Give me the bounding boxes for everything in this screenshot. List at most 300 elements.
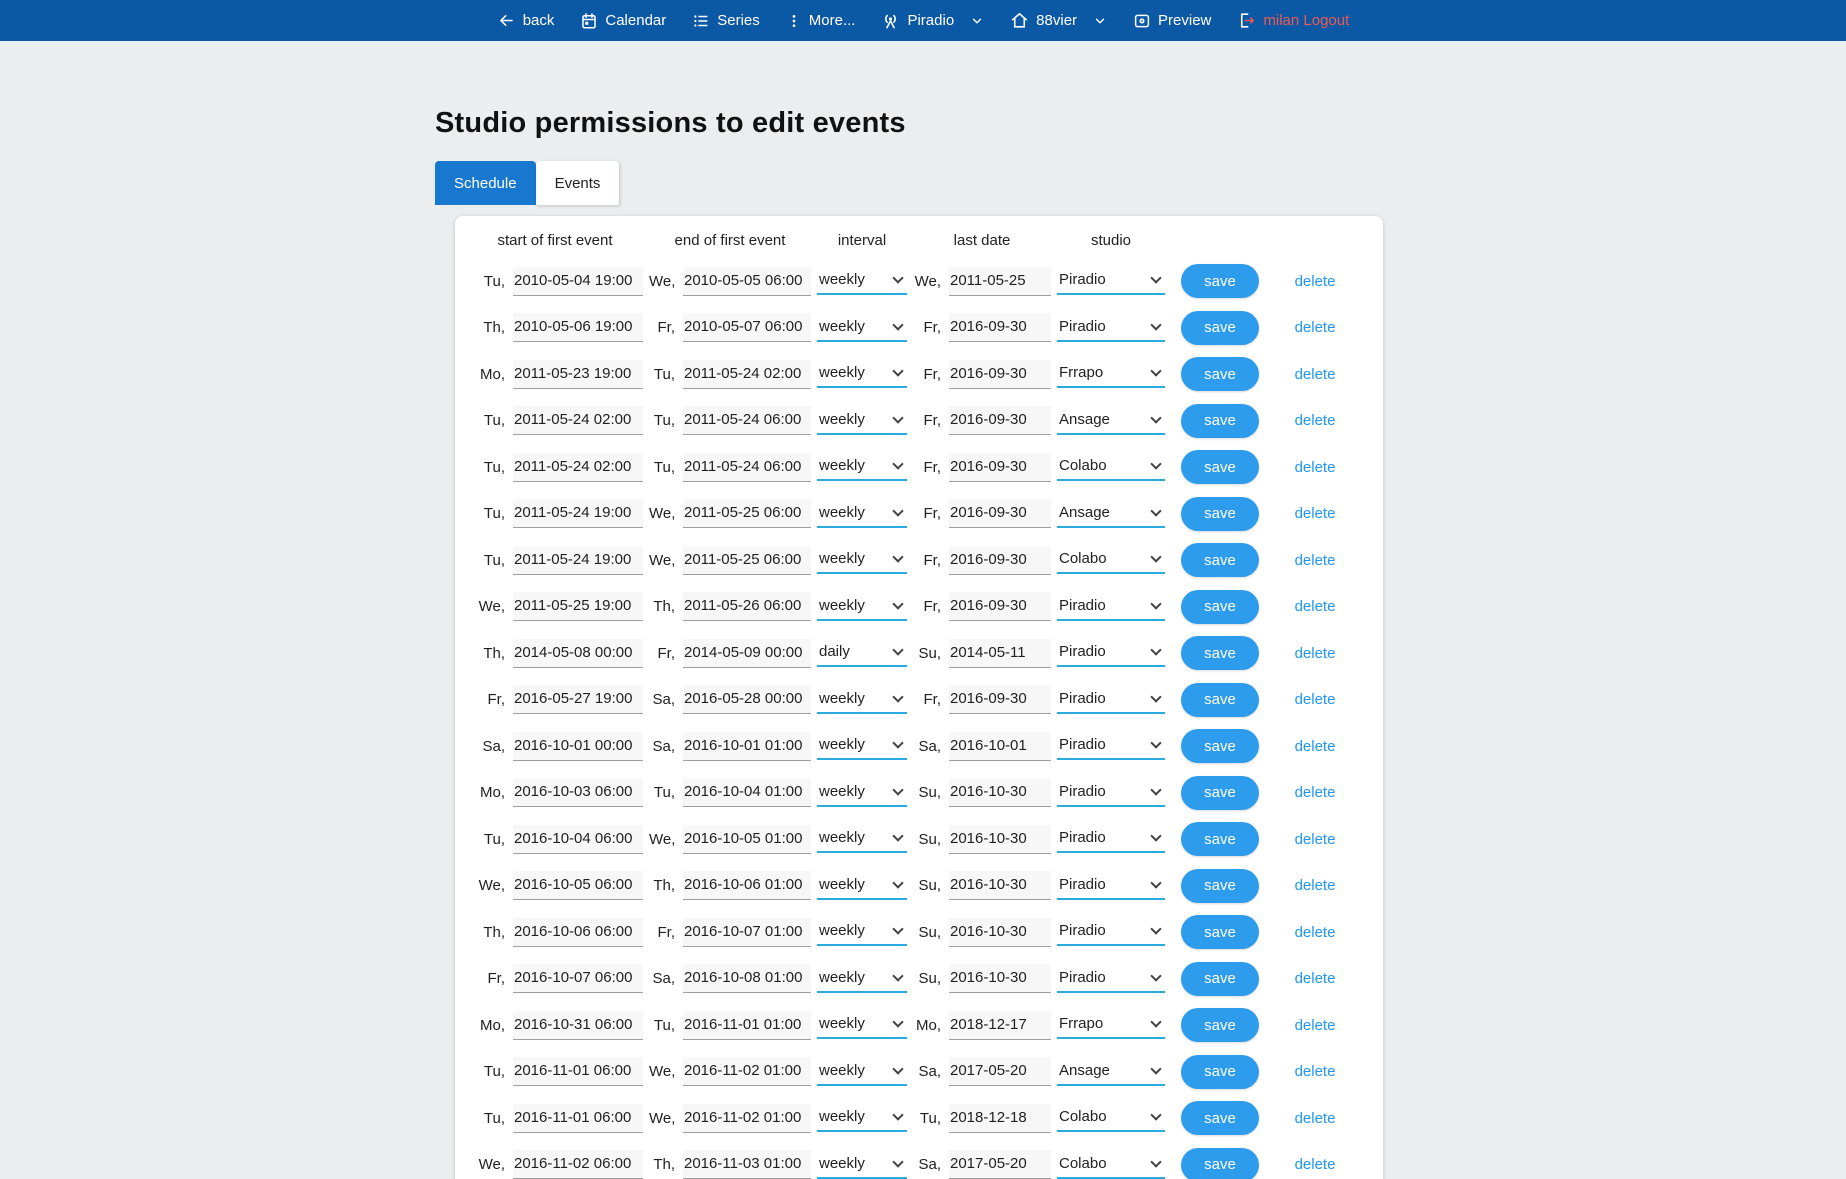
piradio-dropdown-toggle[interactable] <box>970 14 984 28</box>
save-button[interactable]: save <box>1181 776 1259 810</box>
studio-select-wrap <box>1057 546 1165 574</box>
delete-link[interactable]: delete <box>1294 1063 1336 1081</box>
delete-cell <box>1275 412 1355 429</box>
save-cell <box>1171 1008 1269 1042</box>
save-cell <box>1171 357 1269 391</box>
interval-select[interactable] <box>817 639 907 667</box>
last-date-day-prefix: Tu, <box>919 1109 941 1127</box>
interval-select[interactable] <box>817 546 907 574</box>
start-day-prefix: Tu, <box>483 1063 505 1081</box>
studio-select[interactable] <box>1057 779 1165 807</box>
end-of-event-input[interactable] <box>683 360 811 389</box>
nav-back[interactable] <box>497 11 555 30</box>
save-button[interactable]: save <box>1181 497 1259 531</box>
table-rows <box>467 258 1371 1179</box>
end-of-event-input[interactable] <box>683 918 811 947</box>
delete-link[interactable]: delete <box>1294 1016 1336 1034</box>
interval-select[interactable] <box>817 686 907 714</box>
start-of-event-input[interactable] <box>513 825 643 854</box>
interval-select[interactable] <box>817 779 907 807</box>
start-day-prefix: Mo, <box>479 784 505 802</box>
studio-select[interactable] <box>1057 453 1165 481</box>
interval-select[interactable] <box>817 1011 907 1039</box>
interval-select[interactable] <box>817 965 907 993</box>
last-date-input[interactable] <box>949 453 1051 482</box>
start-day-prefix: Tu, <box>483 458 505 476</box>
last-date-day-prefix: Fr, <box>923 551 941 569</box>
end-day-prefix: Fr, <box>657 319 675 337</box>
last-date-input[interactable] <box>949 1011 1051 1040</box>
end-day-prefix: Sa, <box>652 691 675 709</box>
last-date-input[interactable] <box>949 406 1051 435</box>
table-row <box>467 677 1371 724</box>
interval-select[interactable] <box>817 1151 907 1179</box>
save-button[interactable]: save <box>1181 729 1259 763</box>
table-row <box>467 1049 1371 1096</box>
studio-select[interactable] <box>1057 639 1165 667</box>
delete-cell <box>1275 1063 1355 1080</box>
table-row <box>467 584 1371 631</box>
table-row <box>467 537 1371 584</box>
interval-select-wrap <box>817 1104 907 1132</box>
save-button[interactable]: save <box>1181 915 1259 949</box>
last-date-input[interactable] <box>949 360 1051 389</box>
last-date-input[interactable] <box>949 685 1051 714</box>
last-date-input[interactable] <box>949 1057 1051 1086</box>
start-of-event-input[interactable] <box>513 964 643 993</box>
table-row <box>467 630 1371 677</box>
end-of-event-input[interactable] <box>683 499 811 528</box>
tab-bar <box>435 161 1846 205</box>
last-date-input[interactable] <box>949 592 1051 621</box>
start-of-event-input[interactable] <box>513 639 643 668</box>
last-date-day-prefix: Sa, <box>918 1156 941 1174</box>
start-of-event-input[interactable] <box>513 1057 643 1086</box>
save-cell <box>1171 869 1269 903</box>
interval-select[interactable] <box>817 593 907 621</box>
end-of-event-input[interactable] <box>683 406 811 435</box>
start-of-event-input[interactable] <box>513 360 643 389</box>
save-button[interactable]: save <box>1181 450 1259 484</box>
nav-logout[interactable] <box>1237 11 1349 30</box>
end-day-prefix: Th, <box>653 877 675 895</box>
end-of-event-input[interactable] <box>683 1150 811 1179</box>
save-cell <box>1171 543 1269 577</box>
last-date-input[interactable] <box>949 1150 1051 1179</box>
main-content <box>0 41 1846 1179</box>
studio-select-wrap <box>1057 407 1165 435</box>
delete-link[interactable]: delete <box>1294 1109 1336 1127</box>
studio-select-wrap <box>1057 593 1165 621</box>
studio-select[interactable] <box>1057 1058 1165 1086</box>
delete-cell <box>1275 877 1355 894</box>
studio-select-wrap <box>1057 872 1165 900</box>
delete-cell <box>1275 505 1355 522</box>
studio-select[interactable] <box>1057 500 1165 528</box>
last-date-day-prefix: Fr, <box>923 319 941 337</box>
end-of-event-input[interactable] <box>683 546 811 575</box>
interval-select[interactable] <box>817 825 907 853</box>
studio-select-wrap <box>1057 779 1165 807</box>
studio-select[interactable] <box>1057 267 1165 295</box>
start-day-prefix: Th, <box>483 644 505 662</box>
end-of-event-input[interactable] <box>683 871 811 900</box>
home-icon <box>1010 11 1029 30</box>
delete-link[interactable]: delete <box>1294 830 1336 848</box>
tab-events[interactable]: Events <box>536 161 620 205</box>
studio-select[interactable] <box>1057 593 1165 621</box>
permissions-card <box>455 216 1383 1179</box>
nav-preview[interactable] <box>1133 12 1211 30</box>
logout-icon <box>1237 11 1256 30</box>
start-day-prefix: Tu, <box>483 551 505 569</box>
table-row <box>467 1142 1371 1179</box>
save-button[interactable]: save <box>1181 822 1259 856</box>
start-day-prefix: Tu, <box>483 505 505 523</box>
start-day-prefix: Tu, <box>483 412 505 430</box>
nav-more[interactable] <box>786 12 856 30</box>
save-button[interactable]: save <box>1181 543 1259 577</box>
studio-select-wrap <box>1057 360 1165 388</box>
end-of-event-input[interactable] <box>683 732 811 761</box>
delete-cell <box>1275 598 1355 615</box>
save-cell <box>1171 776 1269 810</box>
interval-select[interactable] <box>817 732 907 760</box>
chevron-down-icon <box>1093 14 1107 28</box>
end-of-event-input[interactable] <box>683 964 811 993</box>
start-of-event-input[interactable] <box>513 732 643 761</box>
save-cell <box>1171 962 1269 996</box>
delete-cell <box>1275 1017 1355 1034</box>
save-button[interactable]: save <box>1181 404 1259 438</box>
save-cell <box>1171 497 1269 531</box>
nav-series[interactable] <box>692 12 760 30</box>
end-of-event-input[interactable] <box>683 639 811 668</box>
interval-select-wrap <box>817 779 907 807</box>
studio-select-wrap <box>1057 1011 1165 1039</box>
end-day-prefix: We, <box>649 830 676 848</box>
end-of-event-input[interactable] <box>683 313 811 342</box>
delete-link[interactable]: delete <box>1294 365 1336 383</box>
studio-select[interactable] <box>1057 314 1165 342</box>
table-row <box>467 863 1371 910</box>
delete-link[interactable]: delete <box>1294 598 1336 616</box>
delete-link[interactable]: delete <box>1294 458 1336 476</box>
table-row <box>467 909 1371 956</box>
page-title: Studio permissions to edit events <box>435 107 906 139</box>
start-of-event-input[interactable] <box>513 453 643 482</box>
studio-select[interactable] <box>1057 825 1165 853</box>
save-button[interactable]: save <box>1181 1055 1259 1089</box>
last-date-input[interactable] <box>949 267 1051 296</box>
list-icon <box>692 12 710 30</box>
delete-link[interactable]: delete <box>1294 737 1336 755</box>
save-cell <box>1171 311 1269 345</box>
last-date-input[interactable] <box>949 825 1051 854</box>
last-date-day-prefix: Fr, <box>923 365 941 383</box>
delete-cell <box>1275 970 1355 987</box>
delete-link[interactable]: delete <box>1294 272 1336 290</box>
end-day-prefix: We, <box>649 551 676 569</box>
table-row <box>467 444 1371 491</box>
start-day-prefix: We, <box>478 598 505 616</box>
last-date-day-prefix: Mo, <box>915 1016 941 1034</box>
save-button[interactable]: save <box>1181 869 1259 903</box>
save-cell <box>1171 729 1269 763</box>
studio-select[interactable] <box>1057 407 1165 435</box>
studio-select-wrap <box>1057 732 1165 760</box>
start-of-event-input[interactable] <box>513 1104 643 1133</box>
studio-select-wrap <box>1057 500 1165 528</box>
last-date-input[interactable] <box>949 546 1051 575</box>
end-of-event-input[interactable] <box>683 592 811 621</box>
end-of-event-input[interactable] <box>683 778 811 807</box>
interval-select-wrap <box>817 360 907 388</box>
interval-select-wrap <box>817 1058 907 1086</box>
delete-cell <box>1275 924 1355 941</box>
interval-select-wrap <box>817 1011 907 1039</box>
end-day-prefix: We, <box>649 272 676 290</box>
last-date-input[interactable] <box>949 964 1051 993</box>
start-of-event-input[interactable] <box>513 313 643 342</box>
last-date-input[interactable] <box>949 871 1051 900</box>
back-arrow-icon <box>497 11 516 30</box>
tab-schedule[interactable]: Schedule <box>435 161 536 205</box>
delete-link[interactable]: delete <box>1294 877 1336 895</box>
last-date-day-prefix: Su, <box>918 830 941 848</box>
start-day-prefix: Th, <box>483 923 505 941</box>
interval-select-wrap <box>817 593 907 621</box>
last-date-day-prefix: Sa, <box>918 1063 941 1081</box>
chevron-down-icon <box>970 14 984 28</box>
save-cell <box>1171 1101 1269 1135</box>
studio-select[interactable] <box>1057 965 1165 993</box>
table-row <box>467 491 1371 538</box>
table-row <box>467 305 1371 352</box>
delete-link[interactable]: delete <box>1294 923 1336 941</box>
start-of-event-input[interactable] <box>513 499 643 528</box>
end-of-event-input[interactable] <box>683 1104 811 1133</box>
start-of-event-input[interactable] <box>513 546 643 575</box>
delete-cell <box>1275 319 1355 336</box>
interval-select[interactable] <box>817 453 907 481</box>
end-of-event-input[interactable] <box>683 1011 811 1040</box>
calendar-icon <box>580 12 598 30</box>
save-cell <box>1171 822 1269 856</box>
start-of-event-input[interactable] <box>513 267 643 296</box>
table-row <box>467 956 1371 1003</box>
interval-select[interactable] <box>817 872 907 900</box>
end-day-prefix: Tu, <box>653 365 675 383</box>
last-date-input[interactable] <box>949 313 1051 342</box>
nav-logout-label: milan Logout <box>1263 12 1350 29</box>
end-of-event-input[interactable] <box>683 453 811 482</box>
last-date-input[interactable] <box>949 499 1051 528</box>
table-row <box>467 1095 1371 1142</box>
interval-select[interactable] <box>817 918 907 946</box>
nav-station[interactable] <box>1010 11 1077 30</box>
end-day-prefix: Th, <box>653 1156 675 1174</box>
interval-select[interactable] <box>817 1104 907 1132</box>
start-of-event-input[interactable] <box>513 406 643 435</box>
nav-preview-label: Preview <box>1158 12 1212 29</box>
save-cell <box>1171 683 1269 717</box>
end-day-prefix: Fr, <box>657 644 675 662</box>
studio-select[interactable] <box>1057 872 1165 900</box>
start-day-prefix: Tu, <box>483 1109 505 1127</box>
end-of-event-input[interactable] <box>683 825 811 854</box>
end-day-prefix: Sa, <box>652 737 675 755</box>
last-date-input[interactable] <box>949 1104 1051 1133</box>
save-button[interactable]: save <box>1181 311 1259 345</box>
delete-link[interactable]: delete <box>1294 412 1336 430</box>
studio-select[interactable] <box>1057 686 1165 714</box>
nav-series-label: Series <box>717 12 760 29</box>
delete-link[interactable]: delete <box>1294 505 1336 523</box>
start-day-prefix: We, <box>478 877 505 895</box>
table-row <box>467 351 1371 398</box>
studio-select-wrap <box>1057 639 1165 667</box>
start-of-event-input[interactable] <box>513 592 643 621</box>
start-of-event-input[interactable] <box>513 778 643 807</box>
start-of-event-input[interactable] <box>513 685 643 714</box>
save-button[interactable]: save <box>1181 357 1259 391</box>
interval-select[interactable] <box>817 360 907 388</box>
delete-link[interactable]: delete <box>1294 784 1336 802</box>
end-day-prefix: Th, <box>653 598 675 616</box>
studio-select[interactable] <box>1057 360 1165 388</box>
last-date-day-prefix: Fr, <box>923 458 941 476</box>
end-of-event-input[interactable] <box>683 1057 811 1086</box>
last-date-day-prefix: Su, <box>918 784 941 802</box>
delete-link[interactable]: delete <box>1294 551 1336 569</box>
interval-select-wrap <box>817 639 907 667</box>
interval-select-wrap <box>817 407 907 435</box>
save-button[interactable]: save <box>1181 1008 1259 1042</box>
interval-select-wrap <box>817 732 907 760</box>
studio-select-wrap <box>1057 686 1165 714</box>
save-button[interactable]: save <box>1181 264 1259 298</box>
last-date-day-prefix: Su, <box>918 877 941 895</box>
table-row <box>467 770 1371 817</box>
interval-select-wrap <box>817 500 907 528</box>
header-interval: interval <box>837 231 887 249</box>
last-date-day-prefix: Fr, <box>923 505 941 523</box>
interval-select[interactable] <box>817 407 907 435</box>
interval-select[interactable] <box>817 314 907 342</box>
delete-cell <box>1275 552 1355 569</box>
station-dropdown-toggle[interactable] <box>1093 14 1107 28</box>
header-last-date: last date <box>953 231 1011 249</box>
start-day-prefix: Fr, <box>487 970 505 988</box>
save-button[interactable]: save <box>1181 590 1259 624</box>
start-day-prefix: We, <box>478 1156 505 1174</box>
interval-select-wrap <box>817 546 907 574</box>
interval-select-wrap <box>817 825 907 853</box>
save-button[interactable]: save <box>1181 1148 1259 1179</box>
end-day-prefix: Tu, <box>653 784 675 802</box>
save-button[interactable]: save <box>1181 683 1259 717</box>
delete-link[interactable]: delete <box>1294 319 1336 337</box>
studio-select[interactable] <box>1057 1151 1165 1179</box>
preview-eye-icon <box>1133 12 1151 30</box>
start-of-event-input[interactable] <box>513 918 643 947</box>
header-end: end of first event <box>674 231 786 249</box>
interval-select-wrap <box>817 965 907 993</box>
nav-piradio[interactable] <box>881 11 954 30</box>
delete-link[interactable]: delete <box>1294 1156 1336 1174</box>
studio-select[interactable] <box>1057 732 1165 760</box>
studio-select[interactable] <box>1057 1104 1165 1132</box>
last-date-day-prefix: Su, <box>918 923 941 941</box>
nav-calendar[interactable] <box>580 12 666 30</box>
header-start: start of first event <box>497 231 613 249</box>
nav-more-label: More... <box>808 12 856 29</box>
interval-select[interactable] <box>817 500 907 528</box>
start-of-event-input[interactable] <box>513 871 643 900</box>
interval-select[interactable] <box>817 267 907 295</box>
studio-select-wrap <box>1057 918 1165 946</box>
save-cell <box>1171 1148 1269 1179</box>
nav-piradio-label: Piradio <box>907 12 955 29</box>
save-button[interactable]: save <box>1181 636 1259 670</box>
start-day-prefix: Th, <box>483 319 505 337</box>
studio-select-wrap <box>1057 1058 1165 1086</box>
interval-select-wrap <box>817 453 907 481</box>
delete-link[interactable]: delete <box>1294 970 1336 988</box>
interval-select-wrap <box>817 686 907 714</box>
delete-cell <box>1275 1156 1355 1173</box>
end-day-prefix: Sa, <box>652 970 675 988</box>
last-date-day-prefix: We, <box>914 272 941 290</box>
delete-cell <box>1275 366 1355 383</box>
last-date-input[interactable] <box>949 918 1051 947</box>
kebab-menu-icon <box>786 12 802 30</box>
nav-back-label: back <box>522 12 555 29</box>
end-of-event-input[interactable] <box>683 685 811 714</box>
save-cell <box>1171 590 1269 624</box>
studio-select-wrap <box>1057 1104 1165 1132</box>
save-button[interactable]: save <box>1181 962 1259 996</box>
save-button[interactable]: save <box>1181 1101 1259 1135</box>
studio-select[interactable] <box>1057 1011 1165 1039</box>
end-of-event-input[interactable] <box>683 267 811 296</box>
end-day-prefix: Tu, <box>653 458 675 476</box>
save-cell <box>1171 915 1269 949</box>
studio-select[interactable] <box>1057 546 1165 574</box>
last-date-input[interactable] <box>949 732 1051 761</box>
delete-cell <box>1275 831 1355 848</box>
delete-link[interactable]: delete <box>1294 644 1336 662</box>
last-date-day-prefix: Sa, <box>918 737 941 755</box>
studio-select-wrap <box>1057 267 1165 295</box>
save-cell <box>1171 264 1269 298</box>
start-of-event-input[interactable] <box>513 1150 643 1179</box>
studio-select[interactable] <box>1057 918 1165 946</box>
table-row <box>467 723 1371 770</box>
start-of-event-input[interactable] <box>513 1011 643 1040</box>
interval-select[interactable] <box>817 1058 907 1086</box>
table-row <box>467 398 1371 445</box>
last-date-day-prefix: Fr, <box>923 412 941 430</box>
last-date-input[interactable] <box>949 639 1051 668</box>
last-date-day-prefix: Su, <box>918 970 941 988</box>
studio-select-wrap <box>1057 314 1165 342</box>
studio-select-wrap <box>1057 1151 1165 1179</box>
last-date-input[interactable] <box>949 778 1051 807</box>
interval-select-wrap <box>817 1151 907 1179</box>
delete-link[interactable]: delete <box>1294 691 1336 709</box>
